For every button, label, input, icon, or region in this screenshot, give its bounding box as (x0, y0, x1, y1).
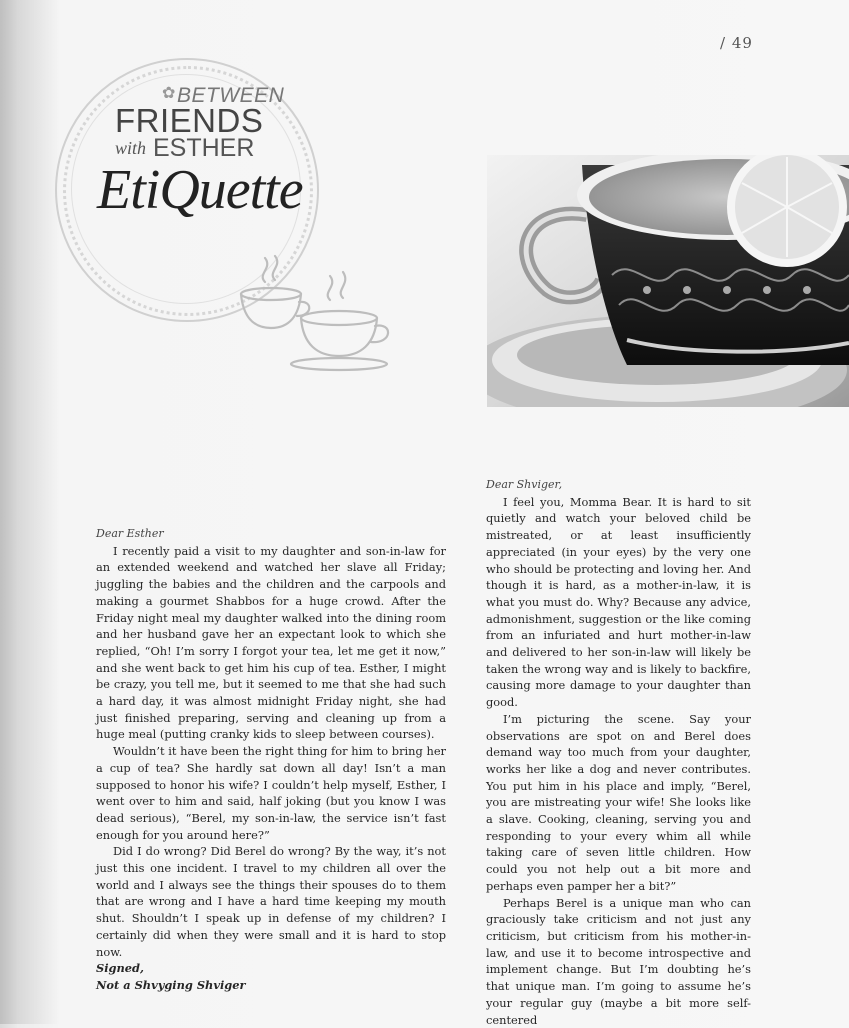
logo-esther: ESTHER (153, 134, 255, 162)
logo-between: BETWEEN (177, 84, 285, 107)
page-spine-shadow (0, 0, 60, 1024)
response-paragraph: Perhaps Berel is a unique man who can graciously take criticism and not just any criticism, but criticism from his mother-in-law, and use it to become introspective and implement change. But I’m doubting he’s that unique man. I’m going to assume he’s your regular guy (maybe a bit more self-centered (486, 895, 751, 1027)
ornament-icon: ✿ (162, 83, 176, 102)
teacup-photo (487, 155, 849, 407)
logo-title: EtiQuette (97, 159, 303, 221)
reader-letter (96, 526, 446, 994)
letter-paragraph: Did I do wrong? Did Berel do wrong? By the way, it’s not just this one incident. I travel to my children all over the world and I always see the things their spouses do to them that are wrong and I have a hard time keeping my mouth shut. Shouldn’t I speak up in defense of my children? I certainly did when they were small and it is hard to stop now. (96, 844, 446, 959)
teacups-icon (235, 250, 395, 375)
letter-signed: Signed, (96, 961, 144, 976)
letter-salutation: Dear Esther (96, 527, 164, 540)
response-paragraph: I feel you, Momma Bear. It is hard to sit quietly and watch your beloved child be mistreated, or at least insufficiently appreciated (in your eyes) by the very one who should be protecting and loving her. And though it is hard, as a mother-in-law, it is what you must do. Why? Because any advice, admonishment, suggestion or the like coming from an infuriated and hurt mother-in-law and delivered to her son-in-law will likely be taken the wrong way and is likely to backfire, causing more damage to your daughter than good. (486, 494, 751, 710)
page-number: / 49 (720, 34, 753, 52)
letter-signature: Not a Shvyging Shviger (96, 977, 246, 992)
letter-paragraph: Wouldn’t it have been the right thing for him to bring her a cup of tea? She hardly sat down all day! Isn’t a man supposed to honor his wife? I couldn’t help myself, Esther, I went over to him and said, half joking (but you know I was dead serious), “Berel, my son-in-law, the service isn’t fast enough for you around here?” (96, 744, 446, 842)
response-salutation: Dear Shviger, (486, 478, 563, 491)
response-paragraph: I’m picturing the scene. Say your observations are spot on and Berel does demand way too much from your daughter, works her like a dog and never contributes. You put him in his place and imply, “Berel, you are mistreating your wife! She looks like a slave. Cooking, cleaning, serving you and responding to your every whim all while taking care of seven little children. How could you not help out a bit more and perhaps even pamper her a bit?” (486, 711, 751, 893)
letter-paragraph: I recently paid a visit to my daughter and son-in-law for an extended weekend and watched her slave all Friday; juggling the babies and the children and the carpools and making a gourmet Shabbos for a huge crowd. After the Friday night meal my daughter walked into the dining room and her husband gave her an expectant look to which she replied, “Oh! I’m sorry I forgot your tea, let me get it now,” and she went back to get him his cup of tea. Esther, I might be crazy, you tell me, but it seemed to me that she had such a hard day, it was almost midnight Friday night, she had just finished preparing, serving and cleaning up from a huge meal (putting cranky kids to sleep between courses). (96, 543, 446, 742)
advice-response (486, 477, 751, 1028)
logo-with: with (115, 138, 147, 158)
logo-friends: FRIENDS (115, 102, 264, 139)
